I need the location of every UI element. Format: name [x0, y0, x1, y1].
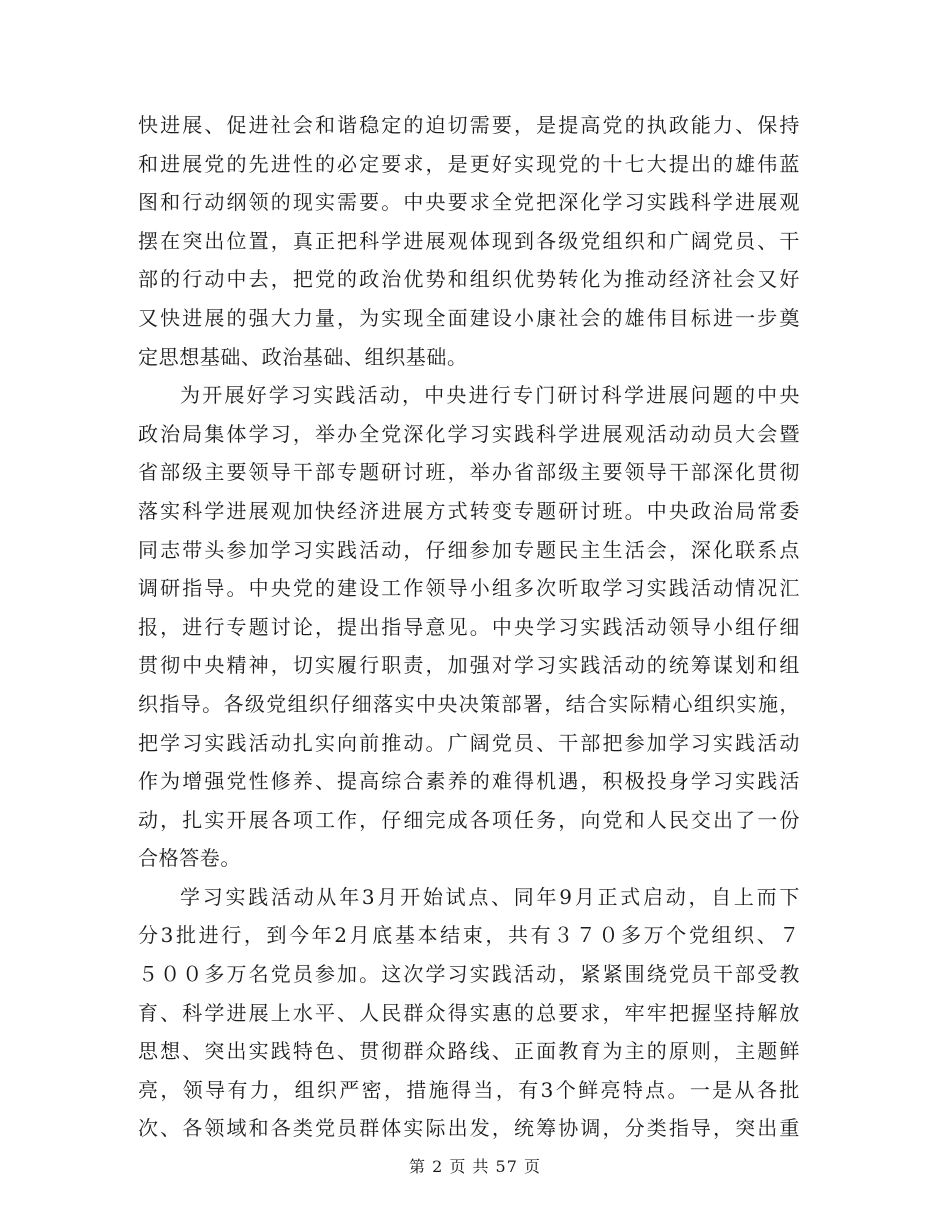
page-number-footer: 第 2 页 共 57 页: [409, 1157, 541, 1176]
text-line: 和进展党的先进性的必定要求，是更好实现党的十七大提出的雄伟蓝: [138, 151, 800, 176]
document-body: [138, 106, 800, 1148]
text-line: 为开展好学习实践活动，中央进行专门研讨科学进展问题的中央: [180, 383, 800, 408]
text-line: 把学习实践活动扎实向前推动。广阔党员、干部把参加学习实践活动: [138, 730, 800, 755]
text-line: 定思想基础、政治基础、组织基础。: [138, 344, 468, 369]
text-line: 图和行动纲领的现实需要。中央要求全党把深化学习实践科学进展观: [138, 190, 800, 215]
text-line: 调研指导。中央党的建设工作领导小组多次听取学习实践活动情况汇: [138, 576, 800, 601]
text-line: 快进展、促进社会和谐稳定的迫切需要，是提高党的执政能力、保持: [138, 113, 800, 137]
text-line: 报，进行专题讨论，提出指导意见。中央学习实践活动领导小组仔细: [138, 614, 800, 639]
text-line: 育、科学进展上水平、人民群众得实惠的总要求，牢牢把握坚持解放: [138, 1000, 800, 1025]
text-line: 学习实践活动从年3月开始试点、同年9月正式启动，自上而下: [180, 884, 800, 909]
text-line: 织指导。各级党组织仔细落实中央决策部署，结合实际精心组织实施，: [138, 691, 800, 716]
text-line: 落实科学进展观加快经济进展方式转变专题研讨班。中央政治局常委: [138, 498, 800, 523]
text-line: 动，扎实开展各项工作，仔细完成各项任务，向党和人民交出了一份: [138, 807, 800, 832]
text-line: 摆在突出位置，真正把科学进展观体现到各级党组织和广阔党员、干: [138, 228, 800, 253]
text-line: 部的行动中去，把党的政治优势和组织优势转化为推动经济社会又好: [138, 267, 800, 292]
text-line: 次、各领域和各类党员群体实际出发，统筹协调，分类指导，突出重: [138, 1116, 800, 1141]
text-line: 作为增强党性修养、提高综合素养的难得机遇，积极投身学习实践活: [138, 769, 800, 794]
text-line: 思想、突出实践特色、贯彻群众路线、正面教育为主的原则，主题鲜: [138, 1039, 800, 1064]
text-line: 贯彻中央精神，切实履行职责，加强对学习实践活动的统筹谋划和组: [138, 653, 800, 678]
text-line: ５００多万名党员参加。这次学习实践活动，紧紧围绕党员干部受教: [138, 962, 800, 987]
text-line: 合格答卷。: [138, 846, 241, 871]
text-line: 政治局集体学习，举办全党深化学习实践科学进展观活动动员大会暨: [138, 421, 800, 446]
text-line: 同志带头参加学习实践活动，仔细参加专题民主生活会，深化联系点: [138, 537, 800, 562]
text-line: 省部级主要领导干部专题研讨班，举办省部级主要领导干部深化贯彻: [138, 460, 800, 485]
text-line: 分3批进行，到今年2月底基本结束，共有３７０多万个党组织、７: [138, 923, 800, 948]
text-line: 又快进展的强大力量，为实现全面建设小康社会的雄伟目标进一步奠: [138, 305, 800, 330]
text-line: 亮，领导有力，组织严密，措施得当，有3个鲜亮特点。一是从各批: [138, 1077, 800, 1102]
